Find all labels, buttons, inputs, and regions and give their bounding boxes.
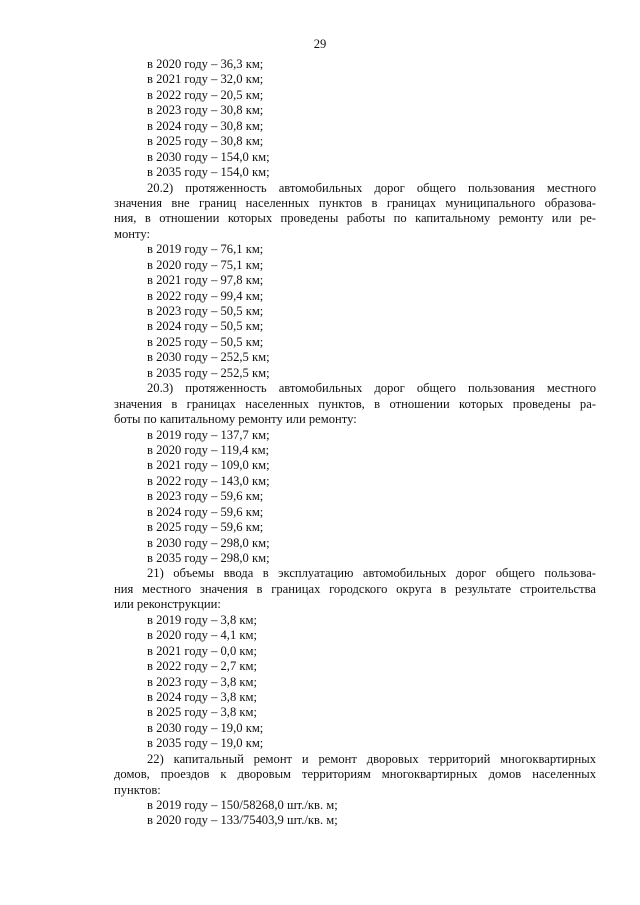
section-heading-line: монту: xyxy=(114,226,150,241)
list-item: в 2024 году – 30,8 км; xyxy=(147,118,264,133)
list-item: в 2024 году – 50,5 км; xyxy=(147,319,264,334)
section-heading-line: значения вне границ населенных пунктов в границах муниципального образова- xyxy=(114,195,596,210)
section-heading-line: домов, проездов к дворовым территориям многоквартирных домов населенных xyxy=(114,767,596,782)
section-heading-line: боты по капитальному ремонту или ремонту: xyxy=(114,412,357,427)
section-heading-line: значения в границах населенных пунктов, в отношении которых проведены ра- xyxy=(114,396,596,411)
section-heading-line: 21) объемы ввода в эксплуатацию автомобильных дорог общего пользова- xyxy=(147,566,596,581)
section-22 xyxy=(114,752,596,829)
list-item: в 2023 году – 3,8 км; xyxy=(147,674,257,689)
list-item: в 2030 году – 252,5 км; xyxy=(147,350,270,365)
list-item: в 2025 году – 50,5 км; xyxy=(147,334,264,349)
list-item: в 2035 году – 252,5 км; xyxy=(147,365,270,380)
list-item: в 2019 году – 76,1 км; xyxy=(147,242,264,257)
list-item: в 2035 году – 19,0 км; xyxy=(147,736,264,751)
list-item: в 2030 году – 154,0 км; xyxy=(147,149,270,164)
section-heading-line: пунктов: xyxy=(114,782,161,797)
section-20-2 xyxy=(114,181,596,382)
list-item: в 2019 году – 137,7 км; xyxy=(147,427,270,442)
page-number: 29 xyxy=(313,37,327,51)
list-item: в 2019 году – 150/58268,0 шт./кв. м; xyxy=(147,798,338,812)
section-heading-line: 22) капитальный ремонт и ремонт дворовых территорий многоквартирных xyxy=(147,751,596,766)
list-item: в 2025 году – 3,8 км; xyxy=(147,705,257,720)
list-item: в 2020 году – 133/75403,9 шт./кв. м; xyxy=(147,813,338,828)
list-item: в 2024 году – 3,8 км; xyxy=(147,689,257,704)
list-item: в 2020 году – 75,1 км; xyxy=(147,257,264,272)
list-item: в 2035 году – 298,0 км; xyxy=(147,551,270,565)
list-item: в 2019 году – 3,8 км; xyxy=(147,612,257,627)
list-item: в 2020 году – 4,1 км; xyxy=(147,628,257,643)
list-item: в 2023 году – 50,5 км; xyxy=(147,304,264,318)
list-item: в 2021 году – 109,0 км; xyxy=(147,458,270,473)
section-heading-line: 20.2) протяженность автомобильных дорог общего пользования местного xyxy=(147,180,596,195)
list-item: в 2022 году – 143,0 км; xyxy=(147,473,270,488)
section-20-3 xyxy=(114,381,596,566)
document-body xyxy=(114,57,596,829)
list-item: в 2022 году – 2,7 км; xyxy=(147,659,257,674)
list-item: в 2030 году – 19,0 км; xyxy=(147,720,264,735)
list-item: в 2035 году – 154,0 км; xyxy=(147,165,270,180)
list-item: в 2023 году – 59,6 км; xyxy=(147,489,264,504)
list-item: в 2020 году – 119,4 км; xyxy=(147,442,270,457)
section-heading-line: ния местного значения в границах городского округа в результате строительства xyxy=(114,581,596,596)
section-heading-line: 20.3) протяженность автомобильных дорог общего пользования местного xyxy=(147,381,596,396)
list-item: в 2022 году – 99,4 км; xyxy=(147,288,264,303)
section-heading-line: или реконструкции: xyxy=(114,597,221,612)
list-item: в 2023 году – 30,8 км; xyxy=(147,103,264,118)
list-item: в 2020 году – 36,3 км; xyxy=(147,57,264,71)
list-20-1-tail xyxy=(114,57,596,181)
list-item: в 2030 году – 298,0 км; xyxy=(147,535,270,550)
list-item: в 2024 году – 59,6 км; xyxy=(147,504,264,519)
list-item: в 2025 году – 59,6 км; xyxy=(147,520,264,535)
list-item: в 2022 году – 20,5 км; xyxy=(147,87,264,102)
section-heading-line: ния, в отношении которых проведены работы по капитальному ремонту или ре- xyxy=(114,211,596,226)
list-item: в 2021 году – 0,0 км; xyxy=(147,643,257,658)
list-item: в 2021 году – 97,8 км; xyxy=(147,273,264,288)
list-item: в 2021 году – 32,0 км; xyxy=(147,72,264,87)
list-item: в 2025 году – 30,8 км; xyxy=(147,134,264,149)
section-21 xyxy=(114,566,596,751)
